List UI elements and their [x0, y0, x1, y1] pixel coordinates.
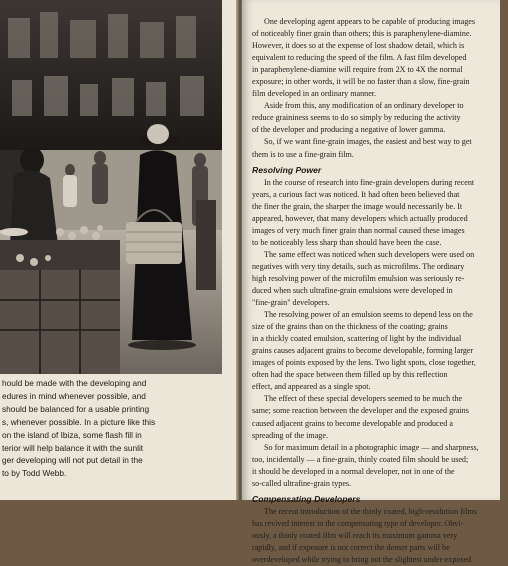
text-line: duced when such ultrafine-grain emulsions were developed in — [252, 285, 453, 295]
compensating-developers-paragraphs — [252, 506, 508, 566]
text-line: years, a curious fact was noticed. It had often been believed that — [252, 189, 460, 199]
text-line: in a thickly coated emulsion, scattering of light by the individual — [252, 334, 462, 344]
text-line: has revived interest in the compensating type of developer. Obvi- — [252, 518, 464, 528]
left-page — [0, 0, 238, 500]
market-scene-photo — [0, 0, 222, 374]
heading-resolving-power: Resolving Power — [252, 164, 322, 175]
text-line: them is to use a fine-grain film. — [252, 149, 354, 159]
text-line: So for maximum detail in a photographic image — and sharpness, — [264, 442, 479, 452]
caption-line: edures in mind whenever possible, and — [2, 390, 146, 401]
text-line: So, if we want fine-grain images, the easiest and best way to get — [264, 137, 472, 147]
intro-paragraphs — [252, 16, 508, 161]
text-line: equivalent to reducing the speed of the film. A fast film developed — [252, 53, 467, 63]
caption-line: terior will help balance it with the sunlit — [2, 442, 144, 453]
text-line: images of points exposed by the lens. Two light spots, close together, — [252, 358, 476, 368]
resolving-power-paragraphs — [252, 177, 508, 490]
caption-line: to by Todd Webb. — [2, 468, 67, 479]
text-line: grains causes adjacent grains to become developable, forming larger — [252, 346, 474, 356]
text-line: rapidly, and if exposure is not correct the denser parts will be — [252, 542, 450, 552]
heading-compensating-developers: Compensating Developers — [252, 493, 361, 504]
text-line: However, it does so at the expense of lost shadow detail, which is — [252, 41, 465, 51]
text-line: to be noticeably less sharp than should have been the case. — [252, 237, 442, 247]
text-line: high resolving power of the microfilm emulsion was seriously re- — [252, 273, 465, 283]
text-line: exposure; in other words, it will be no faster than a slow, fine-grain — [252, 77, 470, 87]
text-line: In the course of research into fine-grain developers during recent — [264, 177, 475, 187]
text-line: spreading of the image. — [252, 430, 328, 440]
text-line: negatives with very tiny details, such as microfilms. The ordinary — [252, 261, 465, 271]
market-scene-photo-icon — [0, 0, 222, 374]
caption-line: ger developing will not put detail in the — [2, 455, 143, 466]
text-line: the finer the grain, the sharper the image would necessarily be. It — [252, 201, 463, 211]
text-line: film developed in an ordinary manner. — [252, 89, 377, 99]
text-line: The effect of these special developers seemed to be much the — [264, 394, 463, 404]
text-line: effect, and appeared as a single spot. — [252, 382, 371, 392]
text-line: reduce graininess seems to do so simply by reducing the activity — [252, 113, 461, 123]
text-line: caused adjacent grains to become developable and produced a — [252, 418, 453, 428]
caption-line: on the island of Ibiza, some flash fill in — [2, 429, 142, 440]
text-line: so-called ultrafine-grain types. — [252, 478, 352, 488]
text-line: appeared, however, that many developers which actually produced — [252, 213, 468, 223]
text-line: of the developer and producing a negative of lower gamma. — [252, 125, 446, 135]
text-line: same; some reaction between the developer and the exposed grains — [252, 406, 469, 416]
text-line: The resolving power of an emulsion seems to depend less on the — [264, 310, 473, 320]
body-text — [252, 16, 508, 566]
caption-line: hould be made with the developing and — [2, 378, 147, 388]
text-line: The same effect was noticed when such developers were used on — [264, 249, 475, 259]
text-line: ously, a thinly coated film will reach its maximum gamma very — [252, 530, 458, 540]
text-line: One developing agent appears to be capable of producing images — [264, 17, 476, 26]
text-line: too, incidentally — a fine-grain, thinly coated film should be used; — [252, 454, 469, 464]
text-line: Aside from this, any modification of an ordinary developer to — [264, 101, 464, 111]
text-line: overdeveloped while trying to bring out the slightest under-exposed — [252, 554, 472, 564]
text-line: of noticeably finer grain than others; this is paraphenylene-diamine. — [252, 29, 472, 39]
text-line: images of very much finer grain than normal caused these images — [252, 225, 465, 235]
right-page — [242, 0, 500, 564]
text-line: The recent introduction of the thinly coated, high-resolution films — [264, 506, 477, 516]
caption-line: s, whenever possible. In a picture like this — [2, 416, 156, 427]
photo-caption — [2, 377, 234, 480]
text-line: "fine-grain" developers. — [252, 298, 330, 308]
caption-line: should be balanced for a usable printing — [2, 403, 150, 414]
text-line: in paraphenylene-diamine will require from 2X to 4X the normal — [252, 65, 463, 75]
text-line: size of the grains than on the thickness of the coating; grains — [252, 322, 448, 332]
text-line: it should be developed in a normal developer, not in one of the — [252, 466, 455, 476]
text-line: often had the space between them filled up by this reflection — [252, 370, 448, 380]
